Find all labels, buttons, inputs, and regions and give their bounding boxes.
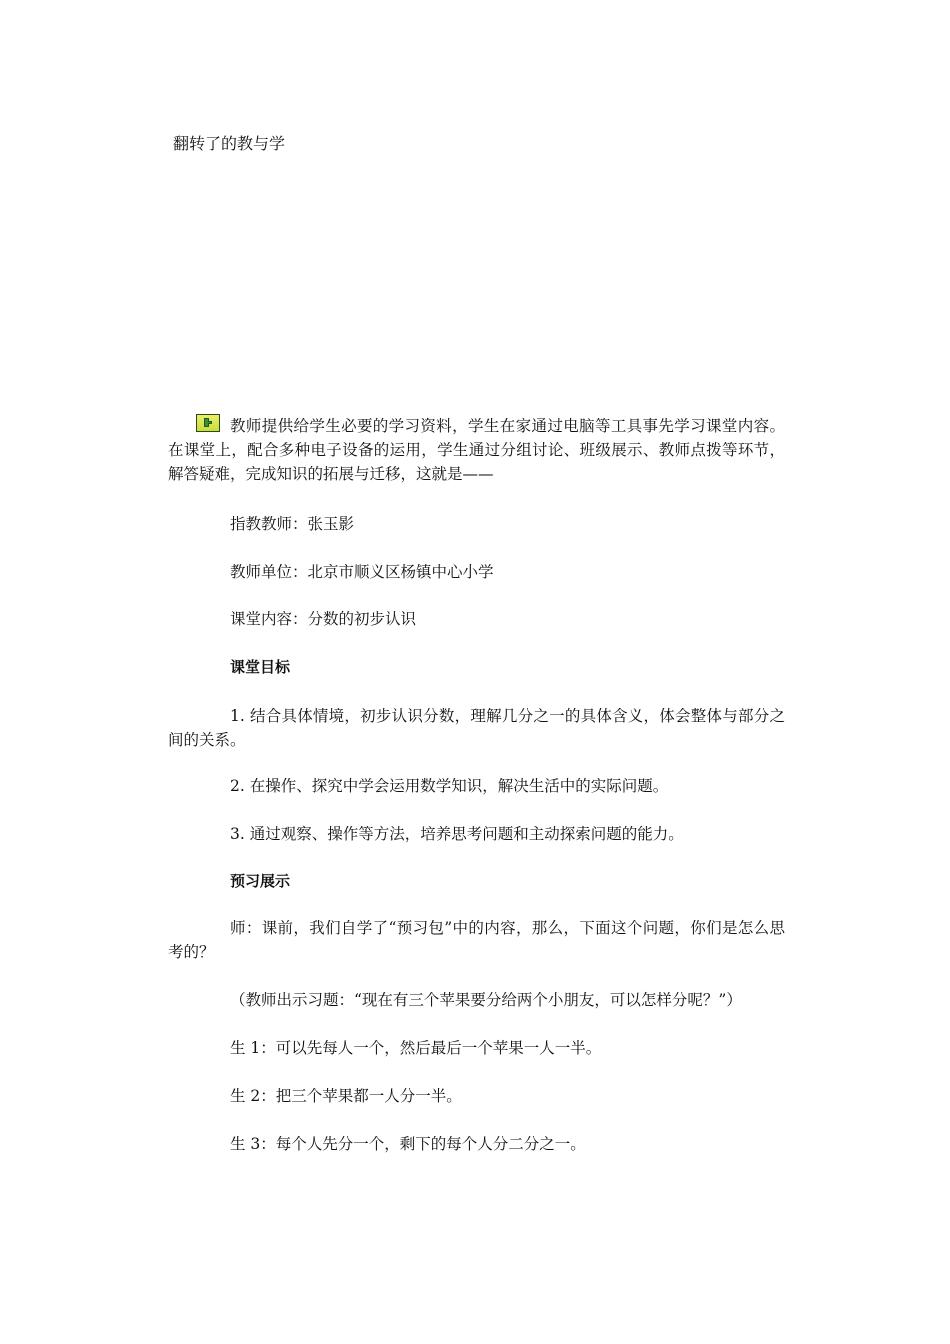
content-line: 课堂内容：分数的初步认识 <box>230 610 417 628</box>
student-answer-2: 生 2：把三个苹果都一人分一半。 <box>230 1087 462 1105</box>
goal-item-1: 1. 结合具体情境，初步认识分数，理解几分之一的具体含义，体会整体与部分之间的关系。 <box>168 707 785 749</box>
student-answer-1: 生 1：可以先每人一个，然后最后一个苹果一人一半。 <box>230 1039 602 1057</box>
goal-item-3: 3. 通过观察、操作等方法，培养思考问题和主动探索问题的能力。 <box>230 825 684 843</box>
document-title: 翻转了的教与学 <box>173 134 286 153</box>
unit-line: 教师单位：北京市顺义区杨镇中心小学 <box>230 563 494 581</box>
teacher-question: 师：课前，我们自学了“预习包”中的内容，那么，下面这个问题，你们是怎么思考的？ <box>168 919 785 961</box>
preview-heading: 预习展示 <box>230 872 291 890</box>
goal-item-2: 2. 在操作、探究中学会运用数学知识，解决生活中的实际问题。 <box>230 777 669 795</box>
goals-heading: 课堂目标 <box>230 658 291 676</box>
student-answer-3: 生 3：每个人先分一个，剩下的每个人分二分之一。 <box>230 1135 586 1153</box>
exercise-line: （教师出示习题：“现在有三个苹果要分给两个小朋友，可以怎样分呢？”） <box>230 991 742 1009</box>
intro-paragraph: 教师提供给学生必要的学习资料，学生在家通过电脑等工具事先学习课堂内容。在课堂上，配合多种电子设备的运用，学生通过分组讨论、班级展示、教师点拨等环节，解答疑难，完成知识的拓展与迁移，这就是—— <box>168 417 785 483</box>
teacher-line: 指教教师：张玉影 <box>230 515 355 533</box>
